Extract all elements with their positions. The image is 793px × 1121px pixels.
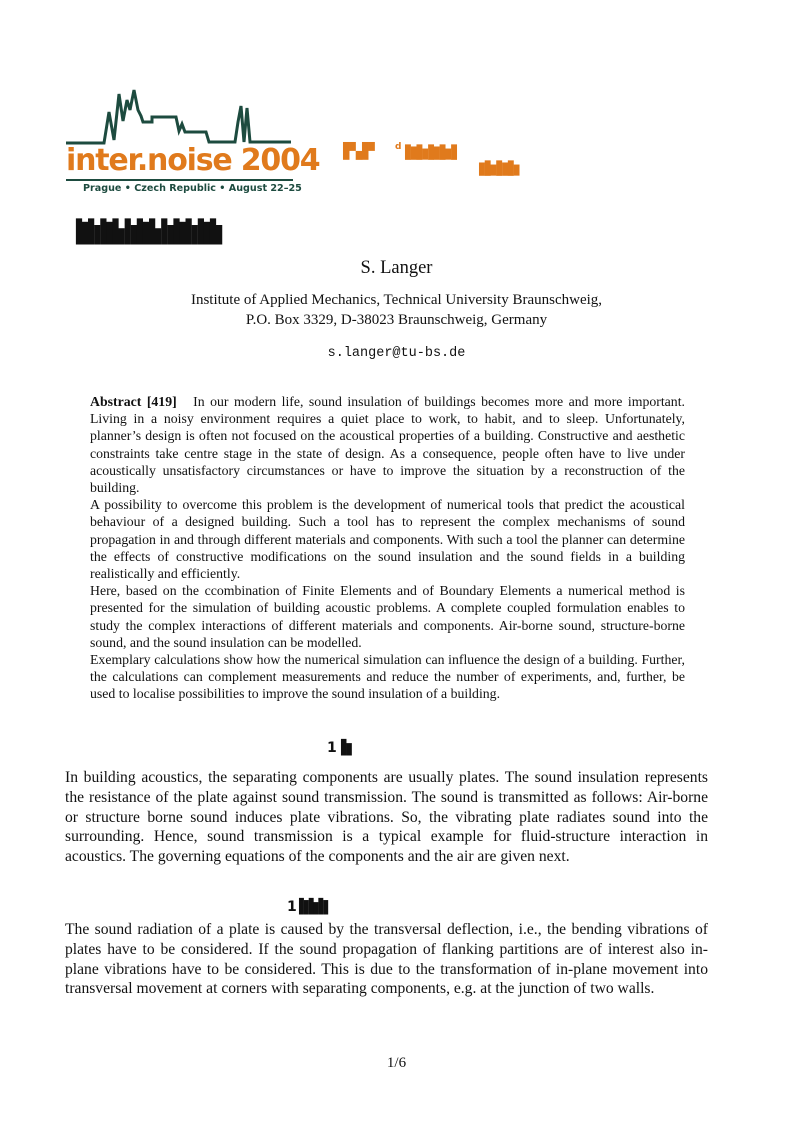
- conference-header-fragment: ▆▇▅▇▆▇▅: [479, 158, 520, 176]
- subsection-title: █▇█▆█▇: [298, 899, 328, 915]
- body-paragraph: In building acoustics, the separating components are usually plates. The sound insulation represents the resistance of the plate against sound transmission. The sound is transmitted as follows: Air-borne or structure borne sound induces plate vibrations. So, the vibrating plate radiates sound into the surrounding. Hence, sound transmission is a typical example for fluid-structure interaction in acoustics. The governing equations of the components and the air are given next.: [65, 769, 708, 866]
- logo-subtitle: Prague • Czech Republic • August 22–25: [83, 183, 302, 194]
- author-affiliation: [0, 290, 793, 330]
- conference-header-fragment: █▀▄█▀: [343, 142, 375, 160]
- abstract-paragraph: Exemplary calculations show how the numerical simulation can influence the design of a building. Further, the calculations can complement measurements and reduce the number of experiments, and, further, be used to localise possibilities to improve the sound insulation of a building.: [90, 652, 685, 702]
- page-number: 1/6: [386, 1055, 407, 1071]
- conference-header-fragment: ▇▆▇▅▇▆▇▅▇: [405, 142, 457, 160]
- abstract-paragraph: [90, 393, 685, 496]
- author-email: s.langer@tu-bs.de: [327, 346, 466, 361]
- subsection-heading: [287, 900, 363, 914]
- affiliation-line: P.O. Box 3329, D-38023 Braunschweig, Germany: [245, 312, 548, 328]
- section-number: 1: [327, 740, 337, 756]
- subsection-number: 1: [287, 899, 297, 915]
- abstract-label: Abstract [419]: [90, 394, 177, 409]
- paper-title: █▇█▆█▇█▅█▆█▇█▅█▆█▇█▆█▇█▆: [76, 220, 223, 245]
- logo-divider: [66, 179, 293, 181]
- section-heading: [327, 741, 362, 755]
- conference-header-fragment: d: [395, 142, 402, 152]
- abstract-paragraph: Here, based on the ccombination of Finite Elements and of Boundary Elements a numerical method is presented for the simulation of building acoustic problems. A complete coupled formulation enables to study the complex interactions of different materials and components. Air-borne sound, structure-borne sound, and the sound insulation can be modelled.: [90, 583, 685, 650]
- author-name: S. Langer: [360, 258, 433, 278]
- body-paragraph: The sound radiation of a plate is caused by the transversal deflection, i.e., the bending vibrations of plates have to be considered. If the sound propagation of flanking partitions are of interest also in-plane vibrations have to be considered. This is due to the transformation of in-plane movement into transversal movement at corners with separating components, e.g. at the junction of two walls.: [65, 921, 708, 998]
- affiliation-line: Institute of Applied Mechanics, Technical University Braunschweig,: [190, 292, 603, 308]
- abstract: [90, 393, 685, 703]
- logo-wordmark: inter.noise 2004: [66, 143, 320, 178]
- conference-logo: [64, 86, 320, 198]
- section-title: █▆: [340, 740, 352, 756]
- abstract-text: In our modern life, sound insulation of buildings becomes more and more important. Living in a noisy environment requires a quiet place to work, to habit, and to sleep. Unfortunately, planner’s design is often not focused on the acoustical properties of a building. Constructive and aesthetic constraints take centre stage in the state of design. As a consequence, people often have to live under acoustically unsatisfactory circumstances or have to improve the situation by a reconstruction of the building.: [90, 394, 685, 496]
- abstract-paragraph: A possibility to overcome this problem is the development of numerical tools that predict the acoustical behaviour of a designed building. Such a tool has to represent the complex mechanisms of sound propagation in and through different materials and components. With such a tool the planner can determine the effects of constructive modifications on the sound insulation and the sound fields in a building realistically and efficiently.: [90, 497, 685, 582]
